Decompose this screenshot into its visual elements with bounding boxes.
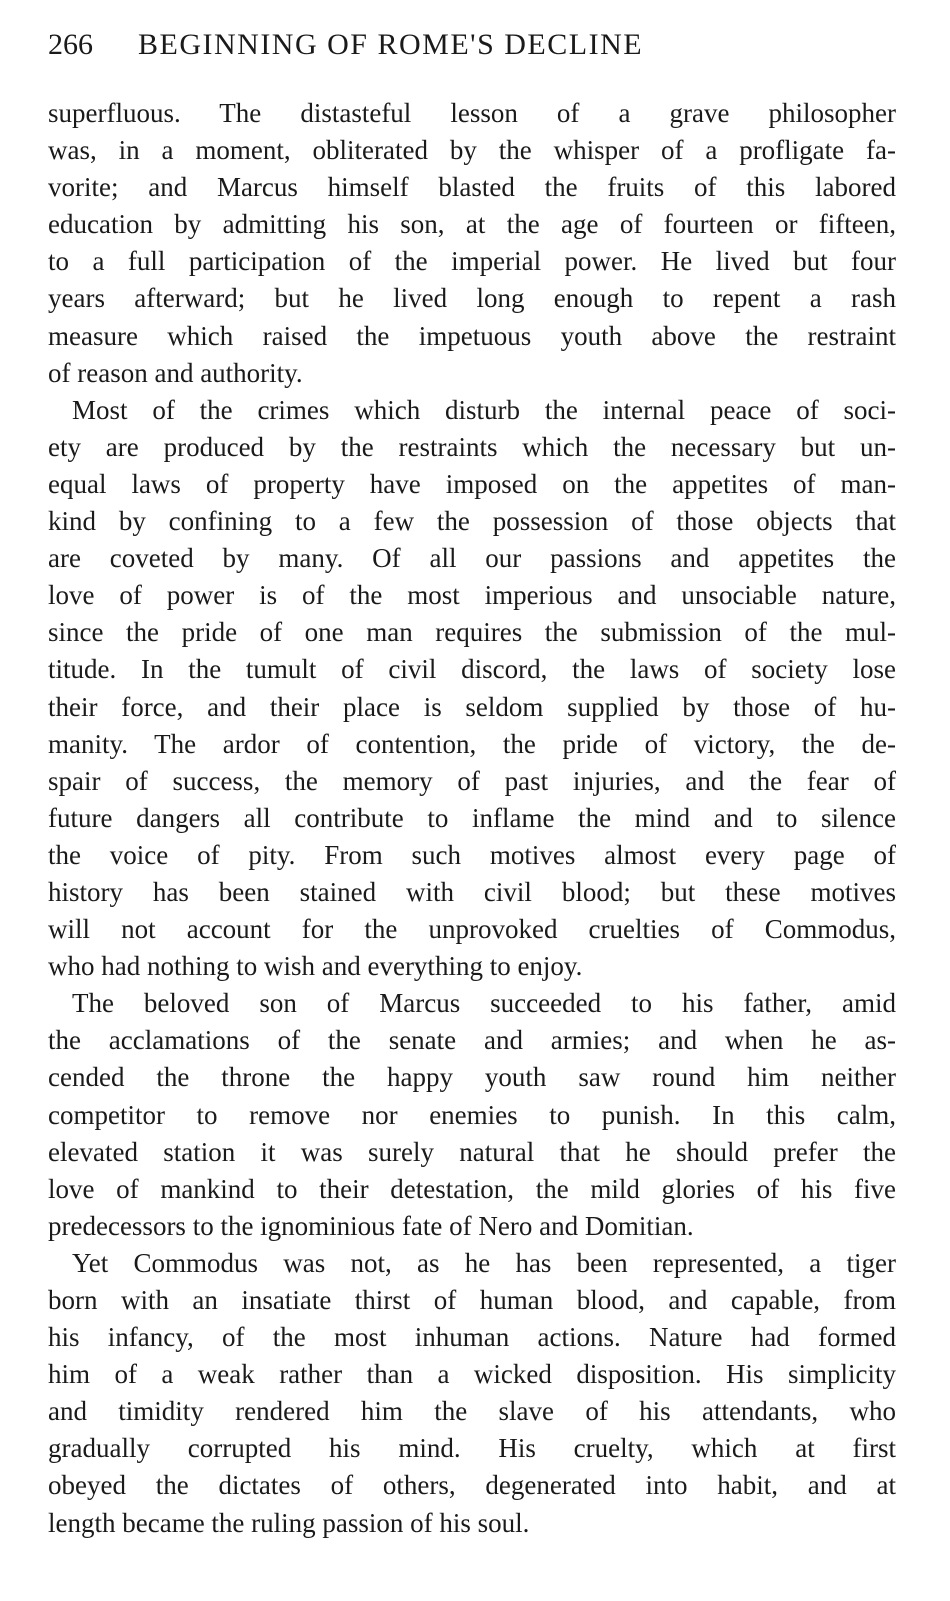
paragraph	[48, 95, 896, 392]
text-line: to a full participation of the imperial power. He lived but four	[48, 246, 896, 277]
text-line: gradually corrupted his mind. His cruelty, which at first	[48, 1433, 896, 1464]
running-header	[48, 28, 898, 68]
text-line: education by admitting his son, at the age of fourteen or fifteen,	[48, 209, 896, 240]
text-line: the voice of pity. From such motives almost every page of	[48, 839, 896, 870]
paragraph	[48, 1245, 896, 1542]
text-line: born with an insatiate thirst of human blood, and capable, from	[48, 1285, 896, 1315]
text-line: who had nothing to wish and everything to enjoy.	[48, 951, 583, 982]
text-line: equal laws of property have imposed on the appetites of man-	[48, 468, 896, 499]
text-line: measure which raised the impetuous youth above the restraint	[48, 320, 896, 351]
running-title: BEGINNING OF ROME'S DECLINE	[138, 28, 644, 61]
text-line: competitor to remove nor enemies to punish. In this calm,	[48, 1099, 896, 1130]
text-line: spair of success, the memory of past injuries, and the fear of	[48, 765, 896, 796]
text-line: future dangers all contribute to inflame the mind and to silence	[48, 802, 896, 833]
text-line: manity. The ardor of contention, the pride of victory, the de-	[48, 728, 896, 759]
text-line: titude. In the tumult of civil discord, the laws of society lose	[48, 654, 896, 685]
text-line: and timidity rendered him the slave of his attendants, who	[48, 1396, 896, 1427]
text-line: The beloved son of Marcus succeeded to his father, amid	[72, 988, 896, 1019]
page-number: 266	[48, 28, 93, 61]
text-line: ety are produced by the restraints which the necessary but un-	[48, 431, 896, 462]
text-line: the acclamations of the senate and armies; and when he as-	[48, 1025, 896, 1056]
text-line: love of power is of the most imperious and unsociable nature,	[48, 580, 896, 611]
text-line: of reason and authority.	[48, 357, 303, 388]
text-line: are coveted by many. Of all our passions and appetites the	[48, 543, 896, 574]
body-text	[48, 95, 896, 1542]
text-line: kind by confining to a few the possession of those objects that	[48, 506, 896, 537]
text-line: superfluous. The distasteful lesson of a grave philosopher	[48, 98, 896, 128]
text-line: obeyed the dictates of others, degenerated into habit, and at	[48, 1470, 896, 1501]
text-line: years afterward; but he lived long enough to repent a rash	[48, 283, 896, 314]
text-line: Most of the crimes which disturb the internal peace of soci-	[72, 394, 896, 425]
text-line: length became the ruling passion of his soul.	[48, 1507, 530, 1538]
paragraph	[48, 985, 896, 1245]
text-line: predecessors to the ignominious fate of Nero and Domitian.	[48, 1210, 694, 1241]
text-line: his infancy, of the most inhuman actions. Nature had formed	[48, 1322, 896, 1353]
text-line: was, in a moment, obliterated by the whisper of a profligate fa-	[48, 135, 896, 166]
text-line: since the pride of one man requires the submission of the mul-	[48, 617, 896, 648]
text-line: history has been stained with civil blood; but these motives	[48, 876, 896, 907]
text-line: will not account for the unprovoked cruelties of Commodus,	[48, 914, 896, 945]
text-line: love of mankind to their detestation, the mild glories of his five	[48, 1173, 896, 1204]
paragraph	[48, 392, 896, 986]
text-line: cended the throne the happy youth saw round him neither	[48, 1062, 896, 1093]
text-line: elevated station it was surely natural that he should prefer the	[48, 1136, 896, 1167]
text-line: their force, and their place is seldom supplied by those of hu-	[48, 691, 896, 722]
text-line: Yet Commodus was not, as he has been represented, a tiger	[72, 1247, 896, 1278]
text-line: vorite; and Marcus himself blasted the fruits of this labored	[48, 172, 896, 203]
text-line: him of a weak rather than a wicked disposition. His simplicity	[48, 1359, 896, 1390]
